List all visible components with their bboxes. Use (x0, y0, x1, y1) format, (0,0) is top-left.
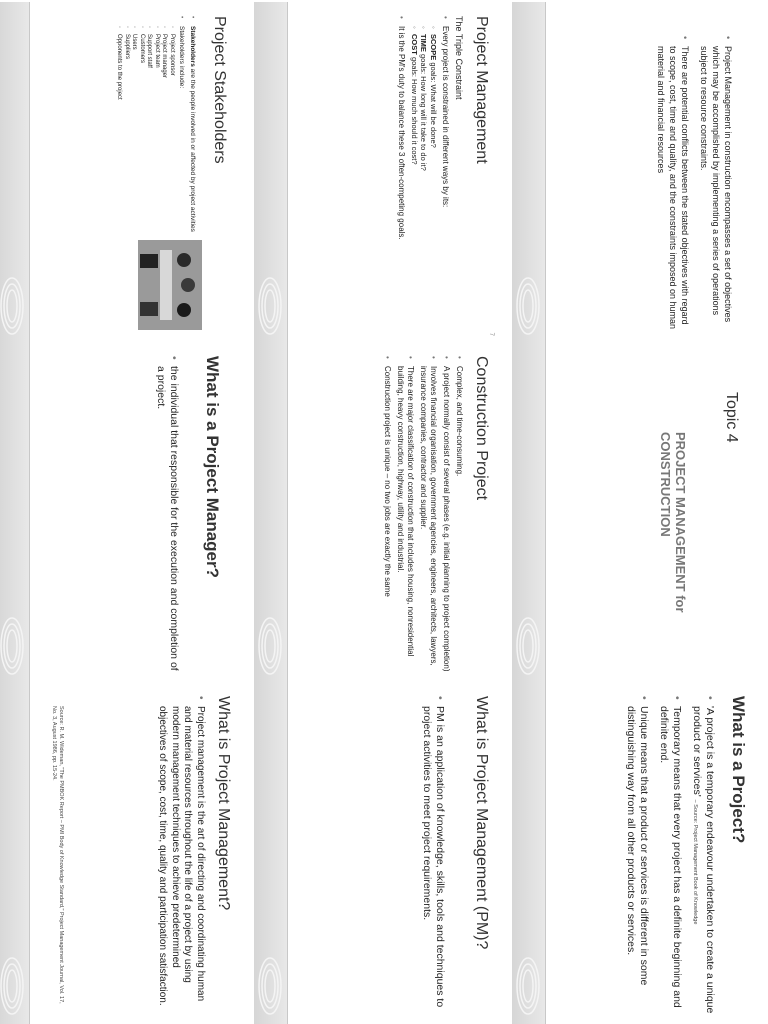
sub-bullet (419, 26, 429, 334)
stakeholder-item: ◦ Customers (138, 26, 146, 234)
bullet (188, 16, 196, 234)
bullet-text: 'A project is a temporary endeavour undertaken to create a unique product or services' (691, 706, 716, 1014)
term: Stakeholders (189, 26, 196, 67)
slide-footer-band (0, 682, 30, 1024)
stakeholder-item: ◦ Project team (153, 26, 161, 234)
bullet-text: are the people involved in or affected by project activities (189, 68, 196, 232)
slide-project-management (254, 2, 500, 344)
slide-construction-project (254, 342, 500, 684)
slide-footer-band (0, 2, 30, 344)
slide-pm-definition-partial (512, 0, 758, 2)
slide-what-is-project-manager (0, 342, 242, 684)
slide-title: Project Management (473, 16, 490, 164)
slide-pm-triangle-partial (254, 0, 500, 2)
slide-topic-4 (512, 342, 758, 684)
swirl-ornament-icon (0, 956, 25, 1016)
slide-project-stakeholders (0, 2, 242, 344)
slide-title: What is Project Management? (215, 696, 232, 911)
sub-bullet (410, 26, 420, 334)
slide-footer-band (512, 682, 546, 1024)
stakeholder-item: ◦ Project sponsor (168, 26, 176, 234)
slide-knowledge-domains-partial (0, 0, 242, 2)
swirl-ornament-icon (257, 276, 283, 336)
stakeholder-item: ◦ Suppliers (123, 26, 131, 234)
bullet-text: Every project is constrained in different ways by its: (441, 26, 450, 208)
slide-title: What is Project Management (PM)? (473, 696, 490, 950)
bullet-list (112, 16, 196, 234)
stakeholder-item: ◦ Support staff (145, 26, 153, 234)
bullet: • the individual that responsible for the execution and completion of a project. (154, 356, 180, 674)
bullet-text: Stakeholders include: (178, 26, 185, 89)
slide-what-is-pm-2 (0, 682, 242, 1024)
constraint-key: SCOPE (429, 34, 438, 61)
slide-footer-band (512, 342, 546, 684)
swirl-ornament-icon (515, 616, 541, 676)
bullet-list (394, 16, 451, 334)
stakeholder-item: ◦ Users (130, 26, 138, 234)
bullet (690, 696, 716, 1014)
bullet: • Complex, and time-consuming. (454, 356, 464, 674)
slide-title: Topic 4 (723, 392, 740, 443)
slide-what-is-pm (254, 682, 500, 1024)
constraint-text: goals: What will be done? (429, 62, 438, 148)
stakeholder-item: ◦ Project manager (160, 26, 168, 234)
bullet: • Project management is the art of directing and coordinating human and material resources throughout the life of a project by using modern management techniques to achieve predetermined objectives of scope, cost, time, quality and participation satisfaction. (156, 696, 206, 1014)
bullet: • It is the PM's duty to balance these 3 often-competing goals. (397, 16, 407, 334)
slide-what-is-project (512, 682, 758, 1024)
swirl-ornament-icon (0, 616, 25, 676)
stakeholder-list (115, 26, 175, 234)
slide-footer-band (254, 2, 288, 344)
slide-title: Construction Project (473, 356, 490, 501)
bullet: • Unique means that a product or services is different in some distinguishing way from all other products or services. (624, 696, 650, 1014)
slide-title: What is a Project? (729, 696, 748, 844)
swirl-ornament-icon (515, 276, 541, 336)
slide-pm-construction (512, 2, 758, 344)
bullet: • A project normally consist of several phases (e.g. initial planning to project completion) (441, 356, 451, 674)
bullet-list (147, 356, 180, 674)
constraint-key: COST (410, 34, 419, 55)
bullet (115, 16, 185, 234)
sub-bullet (429, 26, 439, 334)
slide-title: Project Stakeholders (211, 16, 228, 164)
slide-intro: The Triple Constraint (454, 16, 464, 100)
swirl-ornament-icon (0, 276, 25, 336)
bullet: • Construction project is unique – no two jobs are exactly the same (382, 356, 392, 674)
bullet: • PM is an application of knowledge, skills, tools and techniques to project activities to meet project requirements. (420, 696, 446, 1014)
stakeholder-item: ◦ Opponents to the project (115, 26, 123, 234)
bullet-list (648, 36, 734, 334)
slide-title: What is a Project Manager? (203, 356, 222, 578)
team-meeting-photo (138, 240, 202, 330)
swirl-ornament-icon (257, 956, 283, 1016)
slide-footer-band (254, 682, 288, 1024)
constraint-key: TIME (419, 34, 429, 52)
bullet (410, 16, 451, 334)
page-number: 7 (488, 332, 494, 336)
bullet-list (379, 356, 464, 674)
bullet: • There are major classification of construction that includes housing, nonresidential building, heavy construction, highway, utility and industrial. (395, 356, 415, 674)
bullet-list (149, 696, 206, 1014)
slide-footer-band (0, 342, 30, 684)
slide-footer-band (512, 2, 546, 344)
slide-subtitle: PROJECT MANAGEMENT for CONSTRUCTION (658, 432, 688, 613)
bullet: • Temporary means that every project has a definite beginning and definite end. (657, 696, 683, 1014)
bullet: • There are potential conflicts between the stated objectives with regard to scope, cost, time and quality, and the constraints imposed on human material and financial resources (655, 36, 691, 334)
bullet: • Project Management in construction encompasses a set of objectives which may be accomplished by implementing a series of operations subject to resource constraints. (698, 36, 734, 334)
bullet-list (617, 696, 716, 1014)
bullet: • Involves financial organisation, government agencies, engineers, architects, lawyers, insurance companies, contractor and supplier. (418, 356, 438, 674)
slide-footer-band (254, 342, 288, 684)
bullet-list (413, 696, 446, 1014)
swirl-ornament-icon (515, 956, 541, 1016)
sub-list (410, 26, 439, 334)
source-note: Source: R. M. Wideman, "The PMBOK Report – PMI Body of Knowledge Standard," Project Management Journal, Vol. 17, No. 3, August 1986, pp. 15-24. (51, 706, 64, 1004)
swirl-ornament-icon (257, 616, 283, 676)
constraint-text: goals: How long will it take to do it? (419, 54, 429, 171)
constraint-text: goals: How much should it cost? (410, 56, 419, 165)
source-note: – Source: Project Management Book of Knowledge (692, 799, 698, 925)
